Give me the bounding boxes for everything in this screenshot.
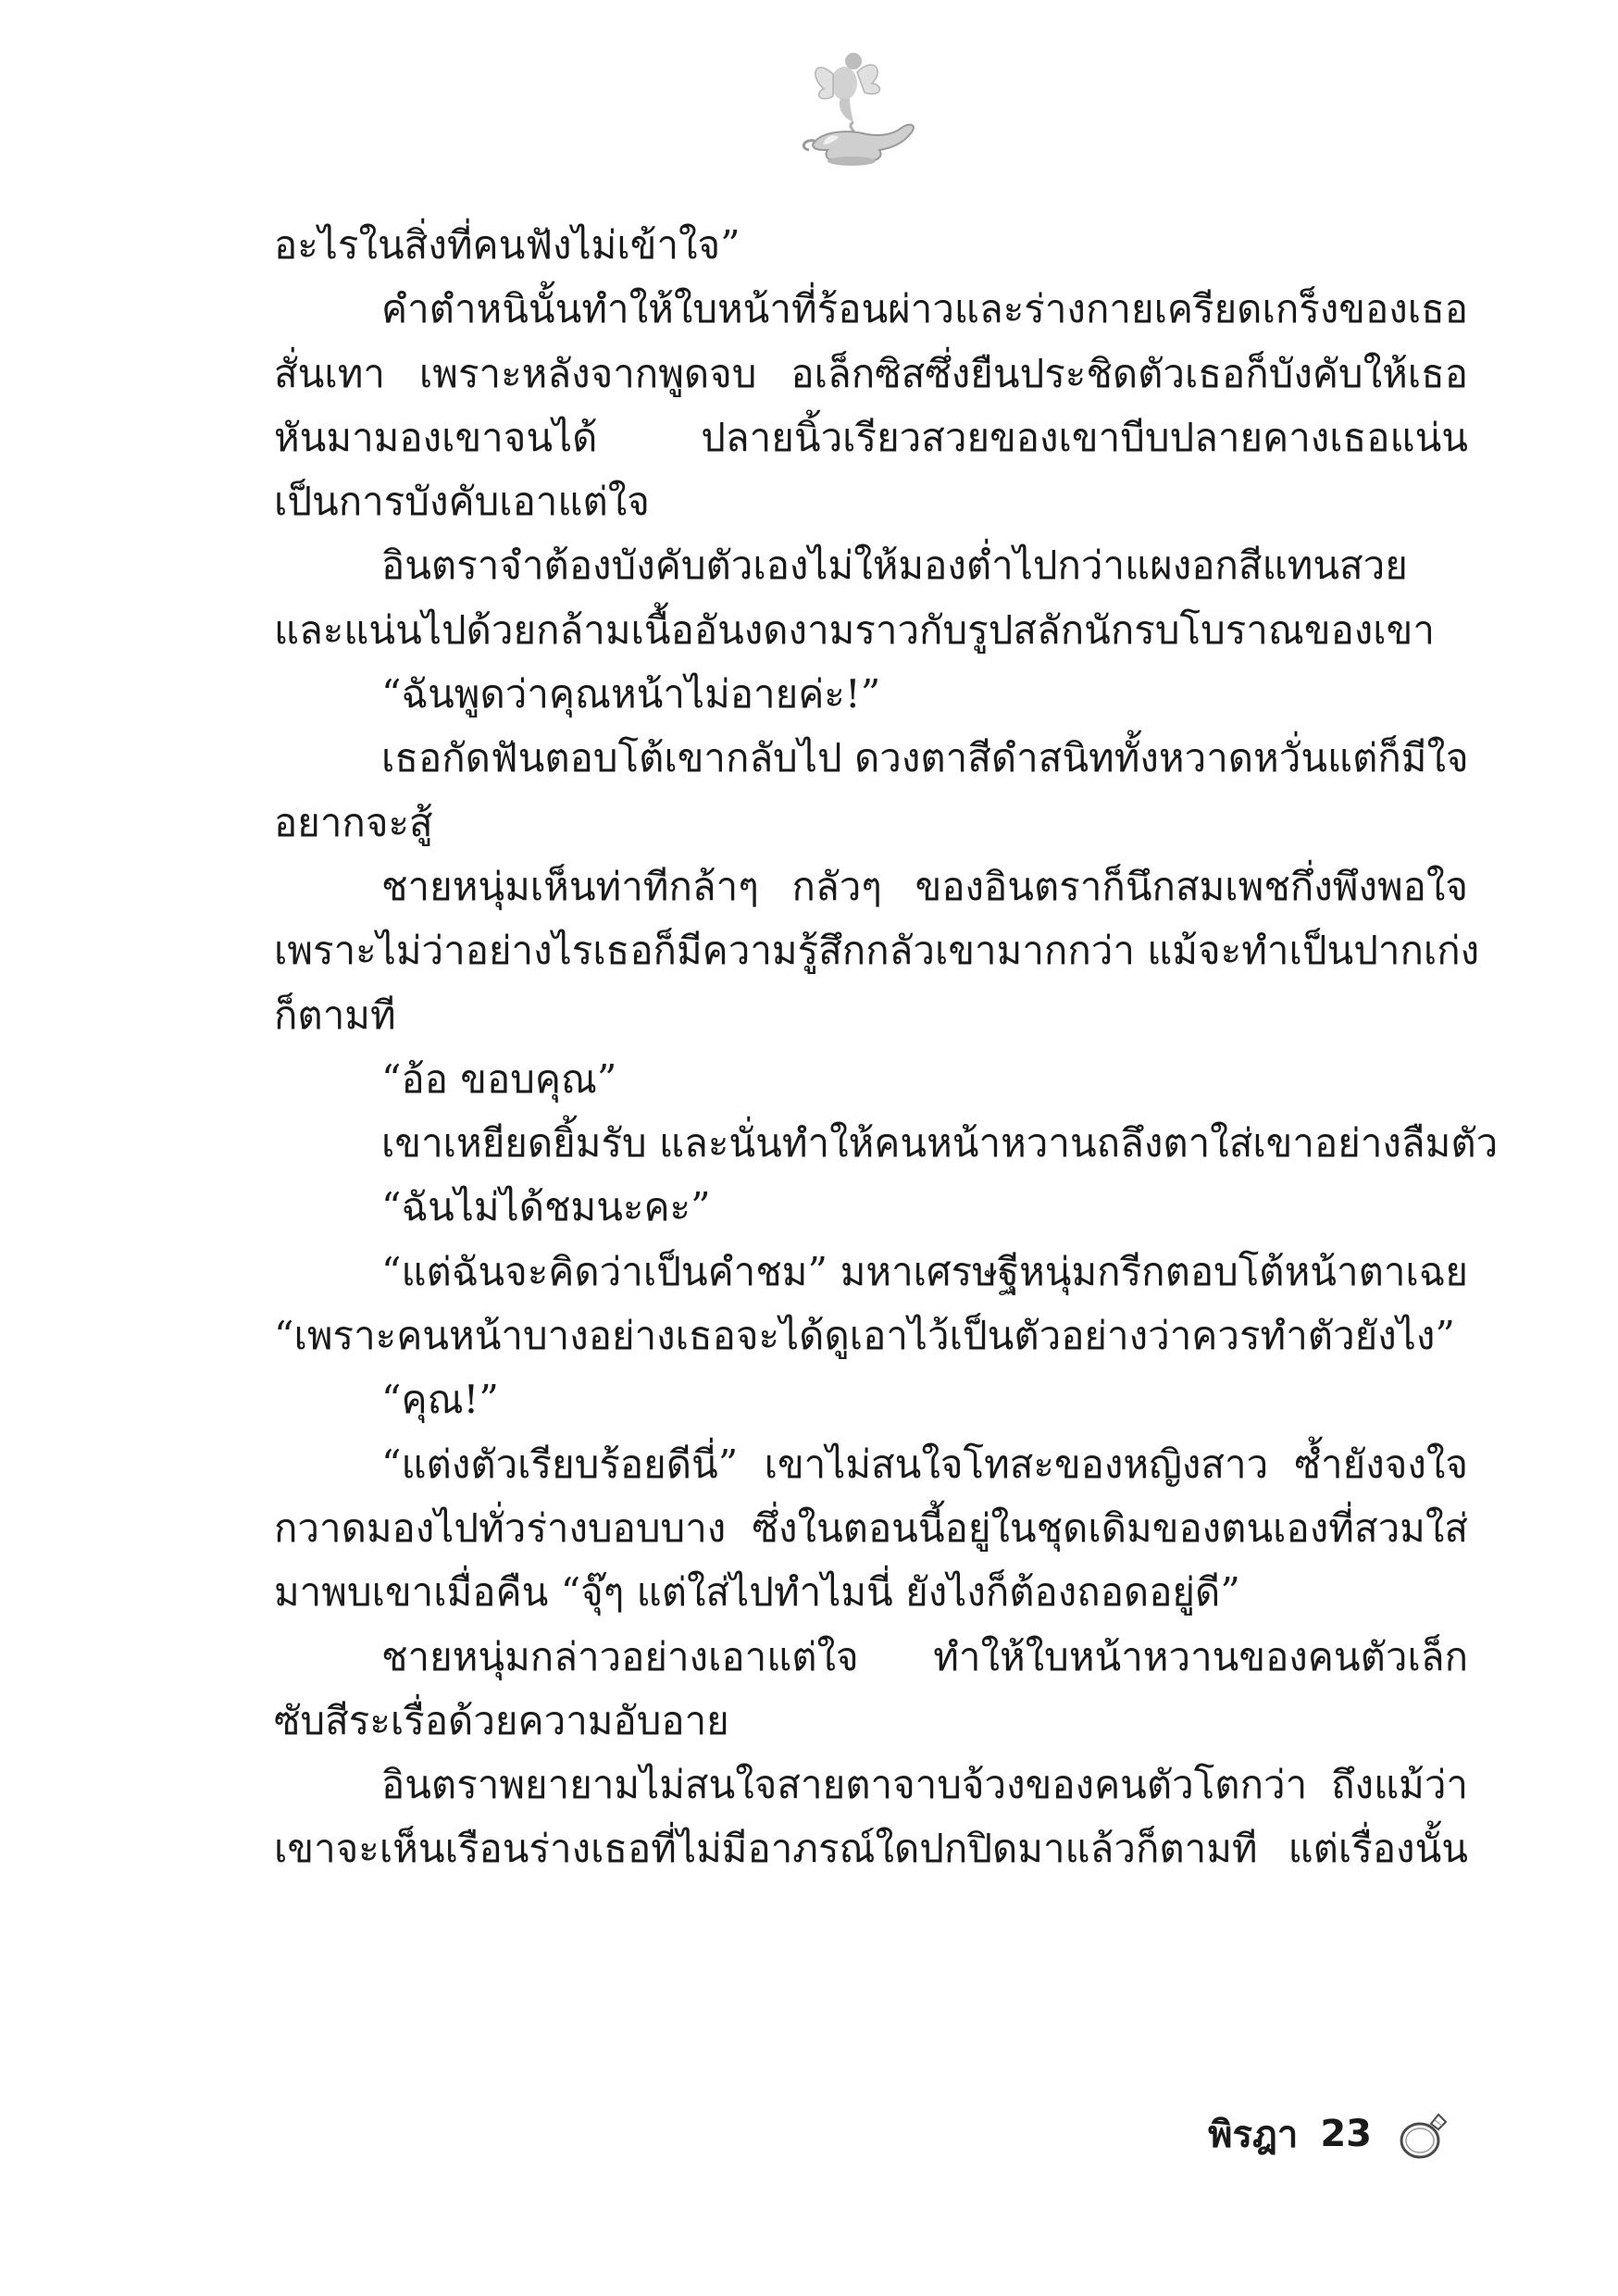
text-line: เป็นการบังคับเอาแต่ใจ xyxy=(274,479,650,525)
text-line: ชายหนุ่มเห็นท่าทีกล้าๆ กลัวๆ ของอินตราก็นึกสมเพชกึ่งพึงพอใจ xyxy=(381,863,1468,909)
text-line: “ฉันพูดว่าคุณหน้าไม่อายค่ะ!” xyxy=(381,671,881,718)
text-line: “เพราะคนหน้าบางอย่างเธอจะได้ดูเอาไว้เป็นตัวอย่างว่าควรทำตัวยังไง” xyxy=(274,1313,1455,1359)
text-line: หันมามองเขาจนได้ ปลายนิ้วเรียวสวยของเขาบีบปลายคางเธอแน่น xyxy=(274,414,1468,460)
text-line: และแน่นไปด้วยกล้ามเนื้ออันงดงามราวกับรูปสลักนักรบโบราณของเขา xyxy=(274,606,1435,653)
text-line: “แต่ฉันจะคิดว่าเป็นคำชม” มหาเศรษฐีหนุ่มกรีกตอบโต้หน้าตาเฉย xyxy=(381,1248,1468,1294)
text-line: อะไรในสิ่งที่คนฟังไม่เข้าใจ” xyxy=(274,222,741,268)
text-line: เธอกัดฟันตอบโต้เขากลับไป ดวงตาสีดำสนิททั้งหวาดหวั่นแต่ก็มีใจ xyxy=(381,735,1469,781)
text-line: มาพบเขาเมื่อคืน “จุ๊ๆ แต่ใส่ไปทำไมนี่ ยังไงก็ต้องถอดอยู่ดี” xyxy=(274,1569,1240,1616)
text-line: “ฉันไม่ได้ชมนะคะ” xyxy=(381,1184,711,1230)
author-name: พิรฎา xyxy=(1208,2114,1299,2156)
text-line: สั่นเทา เพราะหลังจากพูดจบ อเล็กซิสซึ่งยืนประชิดตัวเธอก็บังคับให้เธอ xyxy=(274,350,1468,396)
page-number: 23 xyxy=(1320,2113,1372,2155)
text-line: อยากจะสู้ xyxy=(274,799,433,845)
genie-lamp-fairy-icon xyxy=(796,48,926,170)
text-line: ก็ตามที xyxy=(274,992,396,1038)
text-line: เพราะไม่ว่าอย่างไรเธอก็มีความรู้สึกกลัวเขามากกว่า แม้จะทำเป็นปากเก่ง xyxy=(274,928,1480,974)
text-line: ซับสีระเรื่อด้วยความอับอาย xyxy=(274,1697,729,1743)
text-line: ชายหนุ่มกล่าวอย่างเอาแต่ใจ ทำให้ใบหน้าหวานของคนตัวเล็ก xyxy=(381,1633,1468,1679)
text-line: กวาดมองไปทั่วร่างบอบบาง ซึ่งในตอนนี้อยู่ในชุดเดิมของตนเองที่สวมใส่ xyxy=(274,1504,1468,1551)
text-line: “คุณ!” xyxy=(381,1377,499,1423)
page-footer xyxy=(1208,2102,1451,2166)
text-line: เขาเหยียดยิ้มรับ และนั่นทำให้คนหน้าหวานถลึงตาใส่เขาอย่างลืมตัว xyxy=(381,1120,1499,1167)
text-line: อินตราพยายามไม่สนใจสายตาจาบจ้วงของคนตัวโตกว่า ถึงแม้ว่า xyxy=(381,1762,1468,1808)
text-line: อินตราจำต้องบังคับตัวเองไม่ให้มองต่ำไปกว่าแผงอกสีแทนสวย xyxy=(381,543,1408,589)
story-body xyxy=(274,213,1499,1881)
diamond-ring-icon xyxy=(1394,2105,1451,2163)
text-line: “อ้อ ขอบคุณ” xyxy=(381,1055,617,1102)
text-line: “แต่งตัวเรียบร้อยดีนี่” เขาไม่สนใจโทสะของหญิงสาว ซ้ำยังจงใจ xyxy=(381,1441,1468,1487)
text-line: คำตำหนินั้นทำให้ใบหน้าที่ร้อนผ่าวและร่างกายเครียดเกร็งของเธอ xyxy=(381,286,1468,332)
text-line: เขาจะเห็นเรือนร่างเธอที่ไม่มีอาภรณ์ใดปกปิดมาแล้วก็ตามที แต่เรื่องนั้น xyxy=(274,1826,1468,1872)
